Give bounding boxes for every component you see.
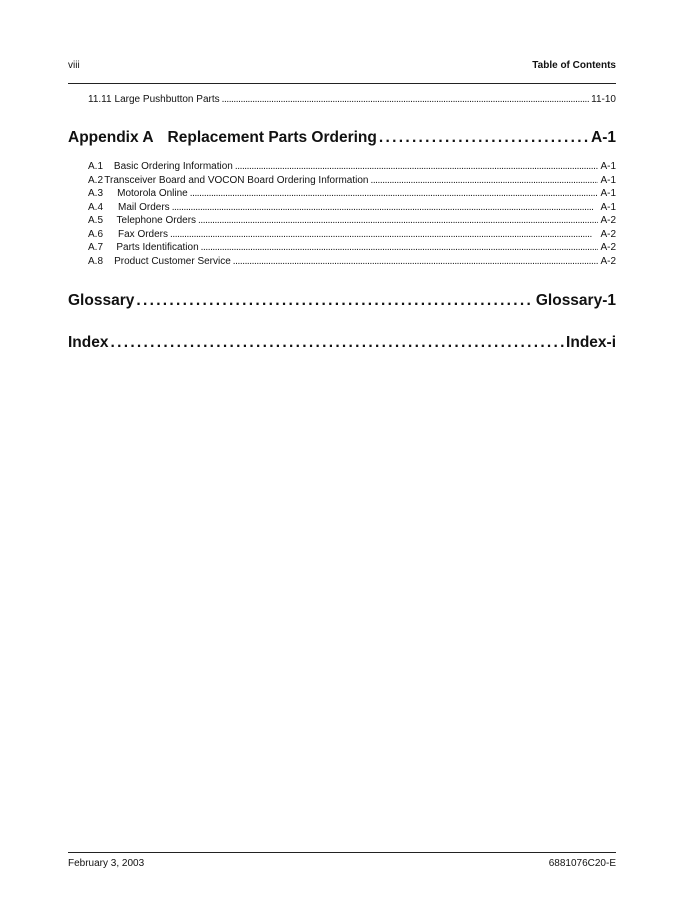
toc-entry-number: A.7 <box>88 242 104 253</box>
dot-leader <box>370 175 598 186</box>
toc-entry-a3[interactable] <box>88 188 616 201</box>
dot-leader <box>172 202 599 213</box>
toc-entry-title: Transceiver Board and VOCON Board Ordering Information <box>104 175 369 186</box>
toc-entry-page: 11-10 <box>591 94 616 105</box>
toc-entry-page: A-2 <box>600 242 616 253</box>
appendix-page: A-1 <box>591 129 616 146</box>
toc-entry-number: A.3 <box>88 188 104 199</box>
toc-entry-title: Product Customer Service <box>114 256 231 267</box>
toc-entry-number: A.1 <box>88 161 104 172</box>
dot-leader <box>222 94 590 105</box>
toc-entry-a1[interactable] <box>88 161 616 174</box>
toc-entry-number: 11.11 <box>88 94 112 105</box>
toc-entry-number: A.8 <box>88 256 104 267</box>
toc-entry-number: A.4 <box>88 202 104 213</box>
dot-leader <box>235 161 599 172</box>
toc-entry-page: A-1 <box>600 175 616 186</box>
footer-rule <box>68 852 616 853</box>
toc-entry-number: A.5 <box>88 215 104 226</box>
toc-entry-11-11[interactable] <box>88 94 616 107</box>
toc-entry-title: Fax Orders <box>118 229 169 240</box>
header-rule <box>68 83 616 84</box>
dot-leader <box>198 215 598 226</box>
dot-leader <box>136 292 534 310</box>
toc-index[interactable] <box>68 334 616 354</box>
toc-entry-page: A-1 <box>600 161 616 172</box>
toc-entry-a8[interactable] <box>88 256 616 269</box>
footer-doc-number: 6881076C20-E <box>548 858 616 869</box>
glossary-title: Glossary <box>68 292 135 309</box>
toc-entry-title: Mail Orders <box>118 202 170 213</box>
toc-entry-page: A-1 <box>600 202 616 213</box>
dot-leader <box>233 256 599 267</box>
toc-entry-page: A-2 <box>600 229 616 240</box>
toc-entry-title: Telephone Orders <box>116 215 197 226</box>
toc-entry-number: A.2 <box>88 175 104 186</box>
page-header <box>68 60 616 74</box>
dot-leader <box>110 334 564 352</box>
toc-entry-a2[interactable] <box>88 175 616 188</box>
toc-glossary[interactable] <box>68 292 616 312</box>
appendix-number: Appendix A <box>68 129 154 146</box>
toc-entry-page: A-1 <box>600 188 616 199</box>
toc-appendix-a[interactable] <box>68 129 616 149</box>
toc-entry-title: Large Pushbutton Parts <box>114 94 220 105</box>
index-page: Index-i <box>566 334 616 351</box>
toc-entry-page: A-2 <box>600 256 616 267</box>
toc-entry-a7[interactable] <box>88 242 616 255</box>
toc-entry-a6[interactable] <box>88 229 616 242</box>
toc-entry-title: Basic Ordering Information <box>113 161 233 172</box>
section-title: Table of Contents <box>532 60 616 71</box>
toc-entry-page: A-2 <box>600 215 616 226</box>
dot-leader <box>170 229 598 240</box>
page-number: viii <box>68 60 80 71</box>
dot-leader <box>379 129 589 147</box>
toc-entry-a5[interactable] <box>88 215 616 228</box>
dot-leader <box>190 188 599 199</box>
dot-leader <box>201 242 599 253</box>
toc-entry-number: A.6 <box>88 229 104 240</box>
appendix-title: Replacement Parts Ordering <box>167 129 377 146</box>
footer-date: February 3, 2003 <box>68 858 145 869</box>
glossary-page: Glossary-1 <box>535 292 616 309</box>
toc-entry-a4[interactable] <box>88 202 616 215</box>
toc-entry-title: Parts Identification <box>116 242 199 253</box>
toc-entry-title: Motorola Online <box>117 188 188 199</box>
index-title: Index <box>68 334 109 351</box>
